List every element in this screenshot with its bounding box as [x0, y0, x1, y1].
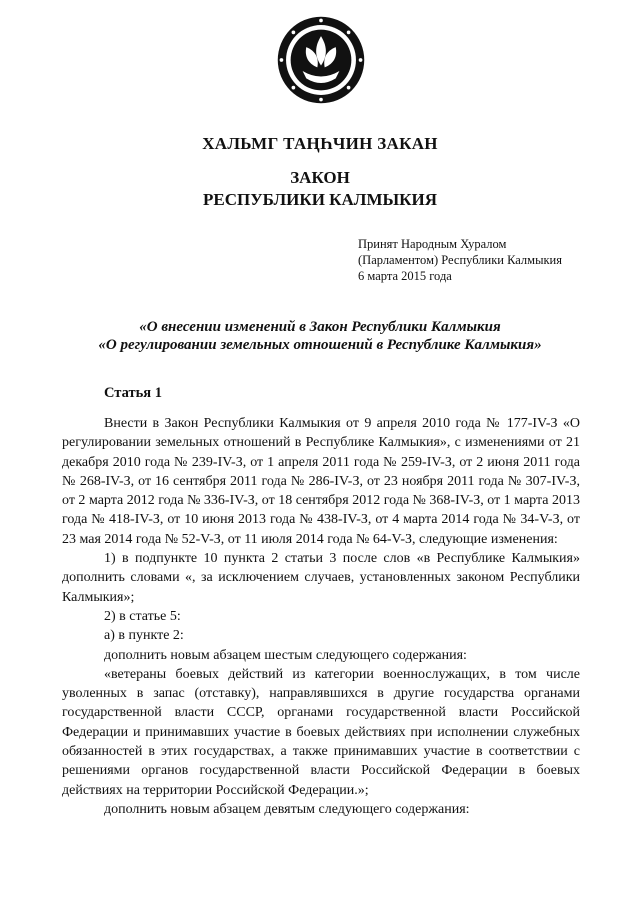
adoption-block	[358, 236, 562, 284]
paragraph: дополнить новым абзацем шестым следующего содержания:	[104, 647, 467, 663]
law-title-line: «О внесении изменений в Закон Республики Калмыкия	[139, 319, 501, 335]
paragraph: а) в пункте 2:	[104, 628, 184, 644]
article-body	[62, 414, 580, 819]
paragraph: Внести в Закон Республики Калмыкия от 9 апреля 2010 года № 177-IV-З «О регулировании земельных отношений в Республике Калмыкия», с изменениями от 21 декабря 2010 года № 239-IV-З, от 1 апреля 2011 года № 259-IV-З, от 2 июня 2011 года № 268-IV-З, от 16 сентября 2011 года № 286-IV-З, от 23 ноября 2011 года № 307-IV-З, от 2 марта 2012 года № 336-IV-З, от 18 сентября 2012 года № 368-IV-З, от 1 марта 2013 года № 418-IV-З, от 10 июня 2013 года № 438-IV-З, от 4 марта 2014 года № 34-V-З, от 23 мая 2014 года № 52-V-З, от 11 июля 2014 года № 64-V-З, следующие изменения:	[62, 416, 580, 547]
kalmyk-title: ХАЛЬМГ ТАҢҺЧИН ЗАКАН	[202, 134, 438, 153]
adoption-date: 6 марта 2015 года	[358, 269, 452, 283]
adoption-line: Принят Народным Хуралом	[358, 237, 507, 251]
law-title-line: «О регулировании земельных отношений в Республике Калмыкия»	[98, 337, 542, 353]
republic-heading: РЕСПУБЛИКИ КАЛМЫКИЯ	[202, 190, 438, 209]
law-heading: ЗАКОН	[290, 168, 350, 187]
paragraph: 2) в статье 5:	[104, 608, 181, 624]
kalmykia-coat-of-arms-icon	[275, 14, 367, 106]
paragraph: 1) в подпункте 10 пункта 2 статьи 3 после слов «в Республике Калмыкия» дополнить словами «, за исключением случаев, установленных законом Республики Калмыкия»;	[62, 551, 580, 605]
paragraph: «ветераны боевых действий из категории военнослужащих, в том числе уволенных в запас (отставку), направлявшихся в другие государства органами государственной власти СССР, органами государственной власти Российской Федерации и принимавших участие в боевых действиях при исполнении служебных обязанностей в этих государствах, а также принимавших участие в соответствии с решениями органов государственной власти Российской Федерации в боевых действиях на территории Российской Федерации.»;	[62, 666, 580, 798]
paragraph: дополнить новым абзацем девятым следующего содержания:	[104, 801, 470, 817]
article-heading: Статья 1	[104, 385, 162, 401]
adoption-line: (Парламентом) Республики Калмыкия	[358, 253, 562, 267]
